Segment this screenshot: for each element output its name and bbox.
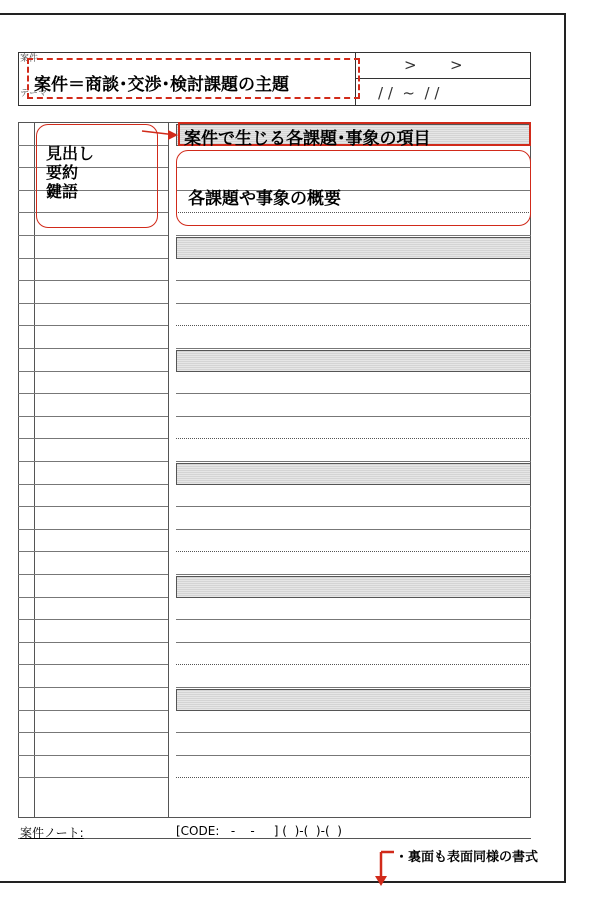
text-row-line [176, 325, 531, 326]
date-marks-top: > > [404, 56, 463, 74]
theme-title: 案件＝商談･交渉･検討課題の主題 [34, 75, 289, 95]
grid-row-line [18, 280, 168, 281]
grid-row-line [18, 303, 168, 304]
overview-text: 各課題や事象の概要 [188, 189, 341, 209]
grid-row-line [18, 619, 168, 620]
text-row-line [176, 235, 531, 236]
grid-row-line [18, 755, 168, 756]
grid-row-line [18, 710, 168, 711]
grid-vline-1 [34, 122, 35, 818]
grid-row-line [18, 461, 168, 462]
grid-vline-2 [168, 122, 169, 818]
grid-row-line [18, 574, 168, 575]
grid-row-line [18, 438, 168, 439]
item-bar [176, 463, 531, 485]
text-row-line [176, 642, 531, 643]
text-row-line [176, 416, 531, 417]
note-heading: 見出し [46, 144, 95, 163]
text-row-line [176, 574, 531, 575]
grid-row-line [18, 777, 168, 778]
text-row-line [176, 393, 531, 394]
text-row-line [176, 755, 531, 756]
back-side-note: ・裏面も表面同様の書式 [395, 850, 539, 865]
item-bar [176, 237, 531, 259]
footer-left-label: 案件ノート: [20, 826, 84, 840]
item-bar [176, 350, 531, 372]
grid-row-line [18, 687, 168, 688]
note-summary: 要約 [46, 163, 79, 182]
text-row-line [176, 280, 531, 281]
grid-row-line [18, 529, 168, 530]
text-row-line [176, 732, 531, 733]
header-small-label-case: 案件 [20, 54, 39, 64]
text-row-line [176, 687, 531, 688]
grid-row-line [18, 506, 168, 507]
text-row-line [176, 461, 531, 462]
grid-row-line [18, 597, 168, 598]
text-row-line [176, 664, 531, 665]
grid-row-line [18, 325, 168, 326]
grid-row-line [18, 258, 168, 259]
item-heading: 案件で生じる各課題･事象の項目 [184, 129, 431, 149]
grid-row-line [18, 348, 168, 349]
left-notes [46, 144, 94, 201]
text-row-line [176, 348, 531, 349]
grid-row-line [18, 371, 168, 372]
note-keywords: 鍵語 [46, 182, 79, 201]
item-bar [176, 576, 531, 598]
text-row-line [176, 777, 531, 778]
footer-code-label: [CODE: - - ] ( )-( )-( ) [176, 824, 342, 838]
grid-row-line [18, 235, 168, 236]
item-bar [176, 689, 531, 711]
date-marks-bottom: / / ~ / / [378, 84, 440, 102]
text-row-line [176, 303, 531, 304]
text-row-line [176, 619, 531, 620]
grid-row-line [18, 664, 168, 665]
footer-line [18, 838, 531, 839]
grid-row-line [18, 393, 168, 394]
grid-row-line [18, 416, 168, 417]
header-mid-line [355, 78, 531, 79]
text-row-line [176, 529, 531, 530]
grid-row-line [18, 484, 168, 485]
text-row-line [176, 551, 531, 552]
header-small-label-theme: テーマ [20, 89, 48, 99]
grid-row-line [18, 732, 168, 733]
text-row-line [176, 438, 531, 439]
text-row-line [176, 506, 531, 507]
grid-row-line [18, 551, 168, 552]
grid-row-line [18, 642, 168, 643]
